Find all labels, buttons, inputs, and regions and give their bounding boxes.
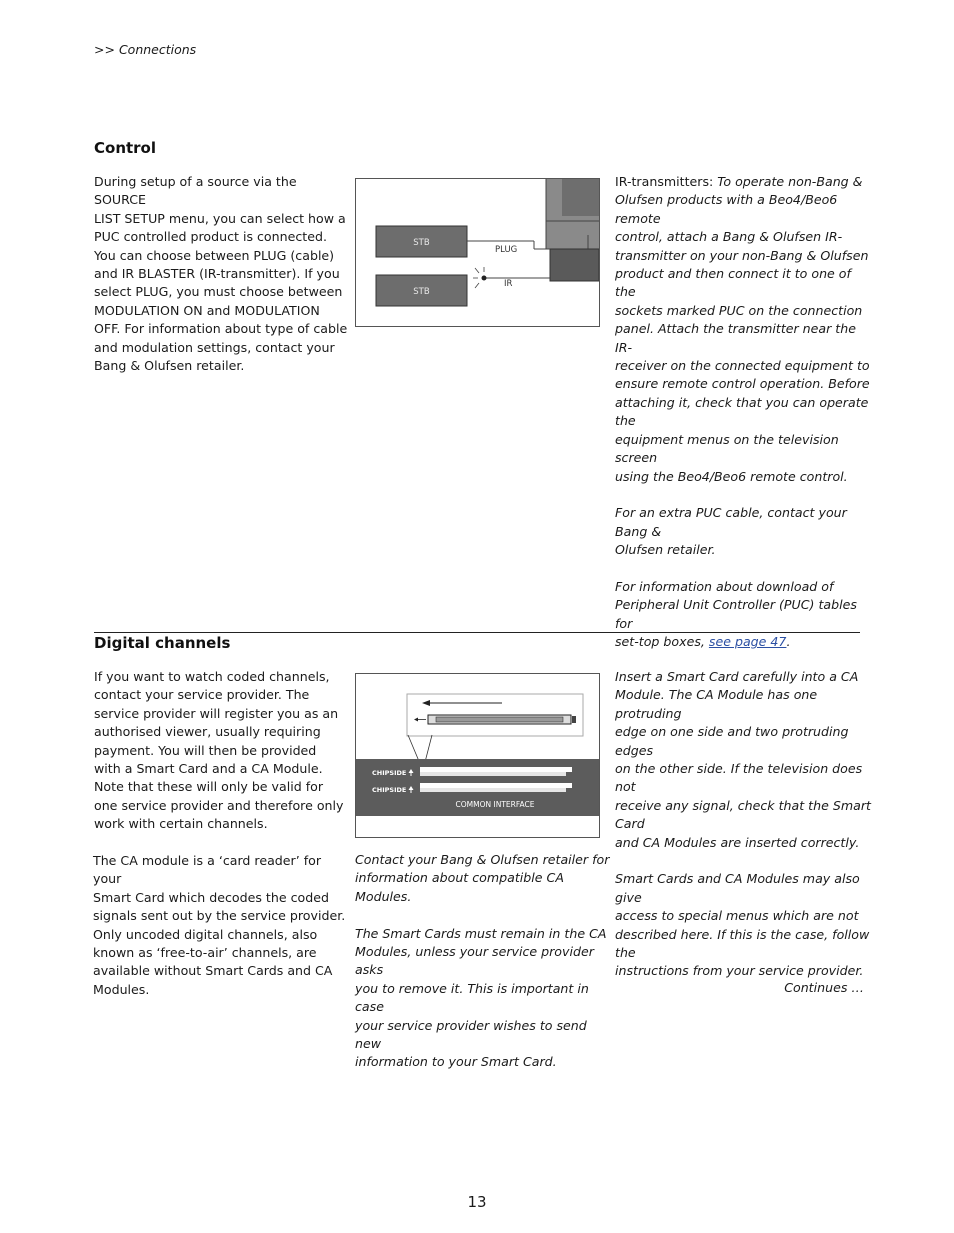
ir-transmitter-icon bbox=[482, 276, 487, 281]
digital-channels-heading: Digital channels bbox=[94, 634, 231, 652]
ca-slot-1 bbox=[420, 767, 566, 772]
continues-label: Continues … bbox=[784, 980, 864, 995]
stb-bottom-label: STB bbox=[413, 287, 430, 297]
control-side-text bbox=[615, 173, 875, 670]
puc-socket-shape bbox=[550, 249, 599, 281]
digital-left-column bbox=[94, 668, 349, 1018]
breadcrumb bbox=[94, 42, 196, 57]
digital-para-1: If you want to watch coded channels, contact your service provider. The service provider will register you as an authorised viewer, usually requiring payment. You will then be provided with a Smart Card and a CA Module. Note that these will only be valid for one service provider and therefore only work with certain channels. bbox=[94, 669, 344, 832]
digital-middle-column bbox=[355, 851, 610, 1090]
stb-top-label: STB bbox=[413, 238, 430, 248]
plug-label: PLUG bbox=[495, 245, 518, 255]
section-divider bbox=[94, 632, 860, 633]
puc-diagram-svg bbox=[356, 179, 599, 326]
digital-right-column bbox=[615, 668, 875, 999]
control-heading: Control bbox=[94, 139, 157, 157]
control-body: During setup of a source via the SOURCE LIST SETUP menu, you can select how a PUC controlled product is connected. You can choose between PLUG (cable) and IR BLASTER (IR-transmitter). If you select PLUG, you must choose between MODULATION ON and MODULATION OFF. For information about type of cable and modulation settings, contact your Bang & Olufsen retailer. bbox=[94, 174, 348, 374]
ir-label: IR bbox=[504, 279, 513, 289]
ir-transmitters-lead: IR-transmitters: bbox=[615, 174, 714, 189]
puc-connection-diagram bbox=[355, 178, 600, 327]
ca-diagram-svg bbox=[356, 674, 599, 837]
insert-smart-card-note: Insert a Smart Card carefully into a CA Module. The CA Module has one protruding edge on one side and two protruding edges on the other side. If the television does not receive any signal, check that the Smart Card and CA Modules are inserted correctly. bbox=[615, 669, 871, 850]
breadcrumb-arrows: >> bbox=[94, 42, 115, 57]
page-number: 13 bbox=[467, 1193, 487, 1211]
puc-download-note bbox=[615, 578, 875, 652]
see-page-47-link[interactable]: see page 47 bbox=[708, 634, 787, 650]
chipside-label-2: CHIPSIDE bbox=[372, 786, 407, 794]
extra-cable-note: For an extra PUC cable, contact your Bang & Olufsen retailer. bbox=[615, 505, 847, 558]
ca-slot-2 bbox=[420, 783, 566, 788]
puc-download-text: For information about download of Peripheral Unit Controller (PUC) tables for set-top boxes, bbox=[615, 578, 857, 650]
digital-para-2: The CA module is a ‘card reader’ for your Smart Card which decodes the coded signals sent out by the service provider. Only uncoded digital channels, also known as ‘free-to-air’ channels, are available without Smart Cards and CA Modules. bbox=[93, 853, 346, 997]
ir-transmitters-text: To operate non-Bang & Olufsen products with a Beo4/Beo6 remote control, attach a Bang & Olufsen IR- transmitter on your non-Bang & Olufsen product and then connect it to one of the sockets marked PUC on the connection panel. Attach the transmitter near the IR- receiver on the connected equipment to ensure remote control operation. Before attaching it, check that you can operate the equipment menus on the television screen using the Beo4/Beo6 remote control. bbox=[615, 174, 870, 484]
common-interface-label: COMMON INTERFACE bbox=[455, 800, 535, 809]
chipside-label-1: CHIPSIDE bbox=[372, 769, 407, 777]
ca-module-diagram bbox=[355, 673, 600, 838]
ca-retailer-note: Contact your Bang & Olufsen retailer for information about compatible CA Modules. bbox=[355, 852, 610, 904]
special-menus-note: Smart Cards and CA Modules may also give access to special menus which are not described here. If this is the case, follow the instructions from your service provider. bbox=[615, 871, 870, 979]
puc-download-end: . bbox=[786, 634, 791, 650]
smart-card-remain-note: The Smart Cards must remain in the CA Modules, unless your service provider asks you to remove it. This is important in case your service provider wishes to send new information to your Smart Card. bbox=[355, 925, 607, 1070]
tv-panel-inner-shape bbox=[562, 179, 599, 216]
breadcrumb-section: Connections bbox=[118, 42, 197, 57]
